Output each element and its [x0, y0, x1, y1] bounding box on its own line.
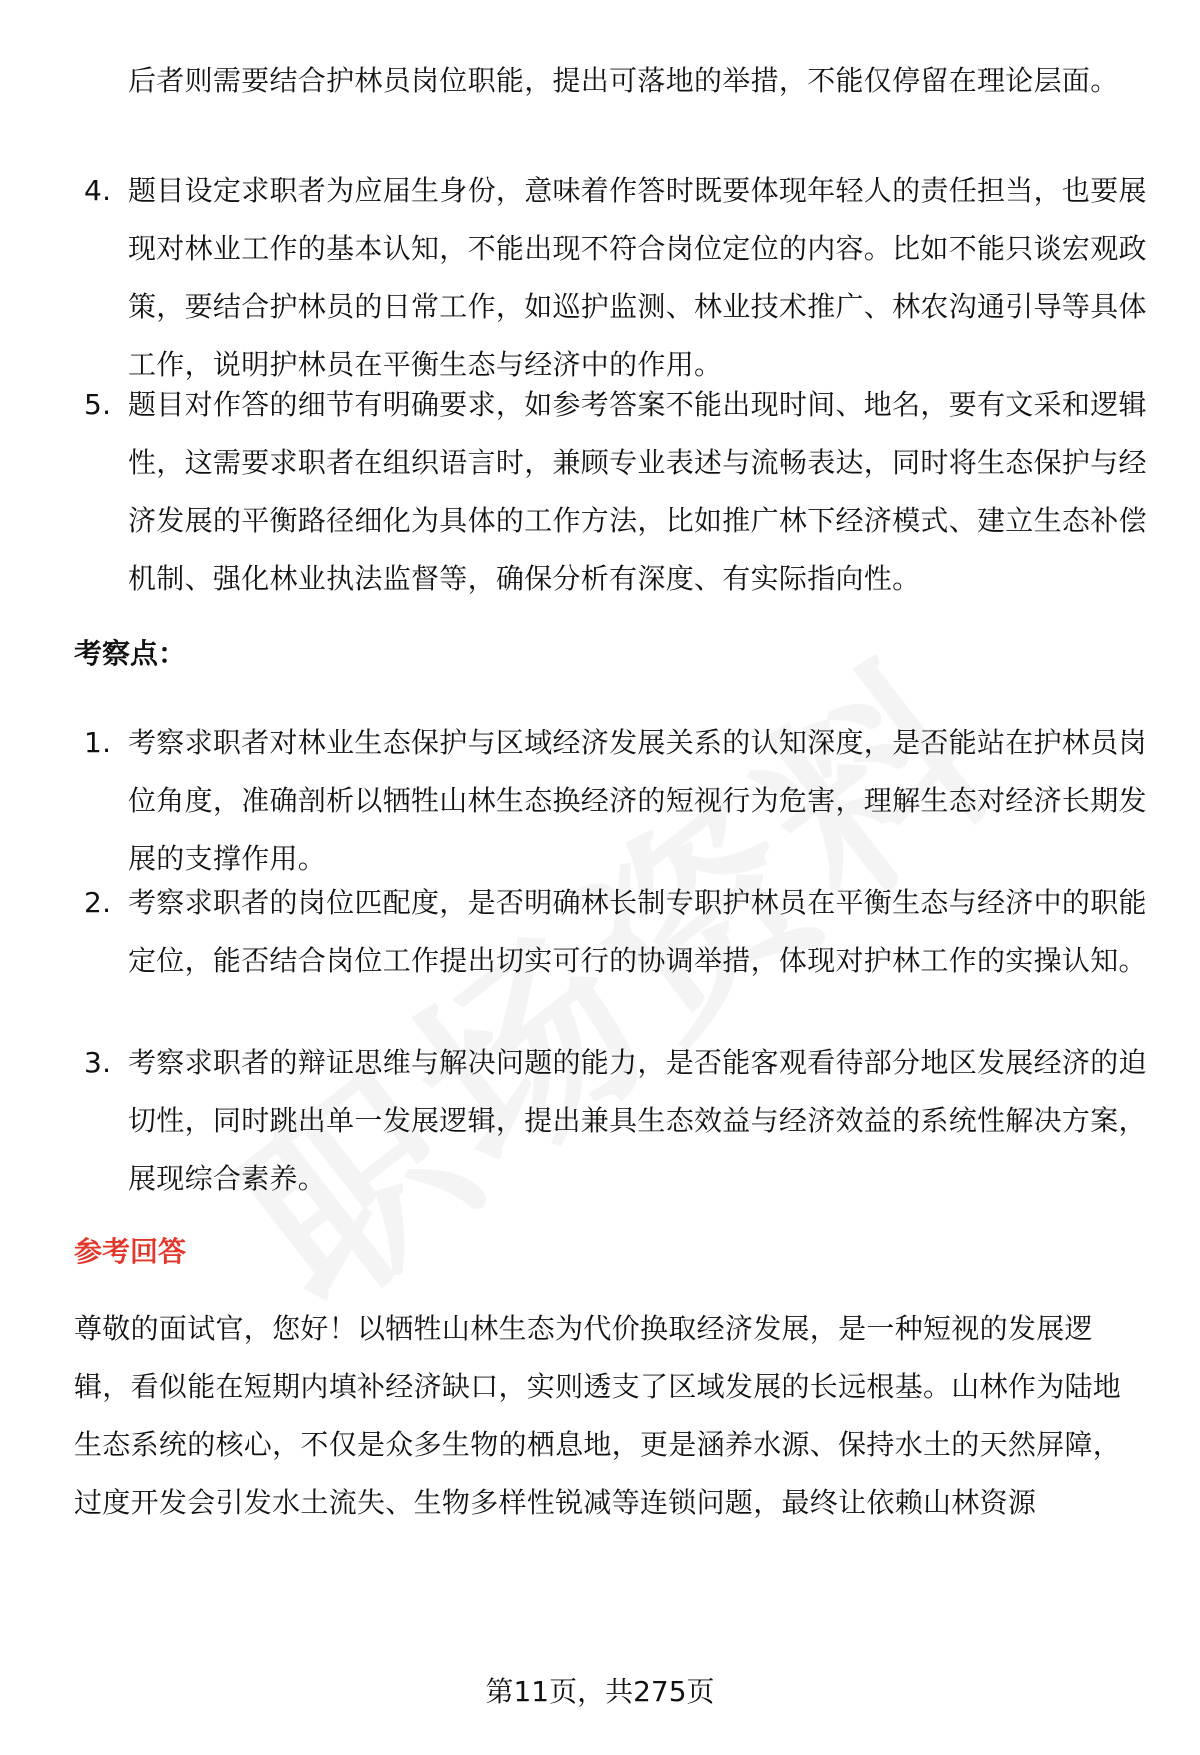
- list-number: 3.: [84, 1046, 112, 1079]
- list-item-text: 题目设定求职者为应届生身份，意味着作答时既要体现年轻人的责任担当，也要展现对林业工作的基本认知，不能出现不符合岗位定位的内容。比如不能只谈宏观政策，要结合护林员的日常工作，如巡护监测、林业技术推广、林农沟通引导等具体工作，说明护林员在平衡生态与经济中的作用。: [128, 174, 1147, 381]
- intro-continuation: 后者则需要结合护林员岗位职能，提出可落地的举措，不能仅停留在理论层面。: [128, 64, 1119, 97]
- list-number: 5.: [84, 388, 112, 421]
- list-item-text: 考察求职者的岗位匹配度，是否明确林长制专职护林员在平衡生态与经济中的职能定位，能否结合岗位工作提出切实可行的协调举措，体现对护林工作的实操认知。: [128, 886, 1147, 977]
- analysis-item-5: [84, 376, 1148, 608]
- reference-answer-paragraph: 尊敬的面试官，您好！以牺牲山林生态为代价换取经济发展，是一种短视的发展逻辑，看似能在短期内填补经济缺口，实则透支了区域发展的长远根基。山林作为陆地生态系统的核心，不仅是众多生物的栖息地，更是涵养水源、保持水土的天然屏障，过度开发会引发水土流失、生物多样性锐减等连锁问题，最终让依赖山林资源: [74, 1312, 1122, 1519]
- list-number: 4.: [84, 174, 112, 207]
- exam-point-item-1: [84, 714, 1148, 888]
- page-number-footer: 第11页，共275页: [485, 1675, 715, 1708]
- list-item-text: 题目对作答的细节有明确要求，如参考答案不能出现时间、地名，要有文采和逻辑性，这需要求职者在组织语言时，兼顾专业表述与流畅表达，同时将生态保护与经济发展的平衡路径细化为具体的工作方法，比如推广林下经济模式、建立生态补偿机制、强化林业执法监督等，确保分析有深度、有实际指向性。: [128, 388, 1147, 595]
- list-number: 1.: [84, 726, 112, 759]
- exam-point-item-3: [84, 1034, 1148, 1208]
- exam-points-heading: 考察点：: [74, 637, 187, 670]
- analysis-item-4: [84, 162, 1148, 394]
- exam-point-item-2: [84, 874, 1148, 990]
- list-item-text: 考察求职者对林业生态保护与区域经济发展关系的认知深度，是否能站在护林员岗位角度，准确剖析以牺牲山林生态换经济的短视行为危害，理解生态对经济长期发展的支撑作用。: [128, 726, 1147, 875]
- reference-answer-heading: 参考回答: [74, 1235, 187, 1268]
- list-item-text: 考察求职者的辩证思维与解决问题的能力，是否能客观看待部分地区发展经济的迫切性，同时跳出单一发展逻辑，提出兼具生态效益与经济效益的系统性解决方案，展现综合素养。: [128, 1046, 1147, 1195]
- list-number: 2.: [84, 886, 112, 919]
